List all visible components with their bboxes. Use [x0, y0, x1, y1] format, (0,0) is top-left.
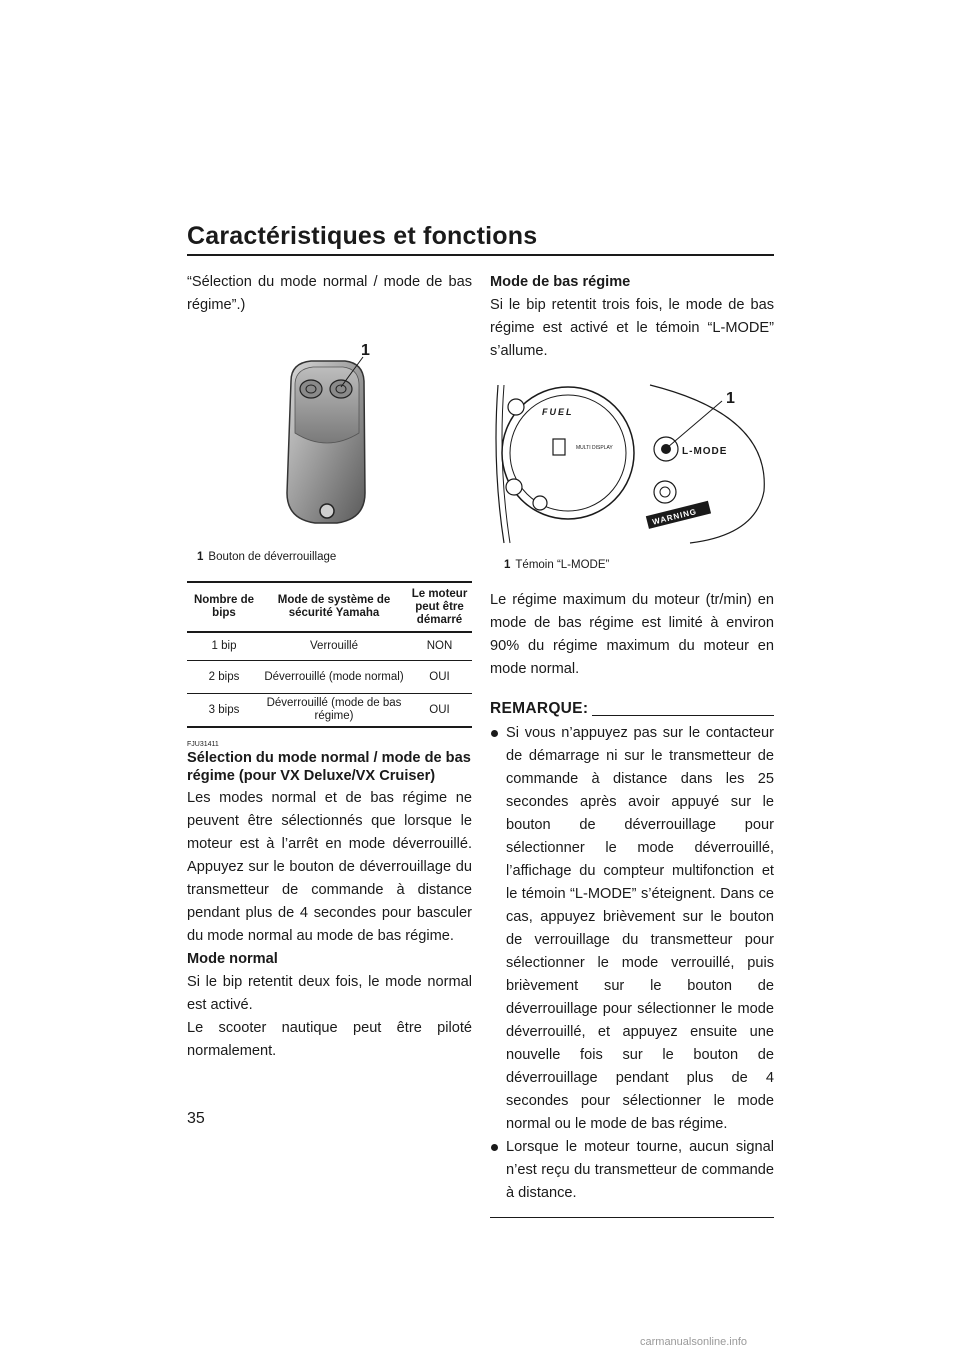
watermark: carmanualsonline.info	[640, 1336, 748, 1348]
table-row	[187, 632, 472, 661]
body-paragraph: Le scooter nautique peut être piloté normalement.	[187, 1020, 472, 1059]
section-code: FJU31411	[187, 741, 219, 748]
remark-header	[490, 697, 774, 720]
table-cell: OUI	[407, 694, 472, 728]
title-rule	[187, 254, 774, 256]
remark-end-rule	[490, 1217, 774, 1218]
table-cell: NON	[407, 632, 472, 661]
meter-panel-illustration	[490, 375, 774, 555]
remote-transmitter-figure	[187, 343, 472, 581]
caption-number: 1	[197, 551, 204, 563]
intro-text: “Sélection du mode normal / mode de bas régime”.)	[187, 274, 472, 313]
figure-caption	[197, 550, 336, 564]
page-number: 35	[187, 1110, 205, 1127]
list-item: Lorsque le moteur tourne, aucun signal n’est reçu du transmetteur de commande à distance.	[490, 1136, 774, 1205]
caption-text: Bouton de déverrouillage	[208, 551, 337, 563]
figure-callout-1: 1	[726, 390, 735, 407]
table-cell: Déverrouillé (mode de bas régime)	[261, 694, 407, 728]
table-cell: Déverrouillé (mode normal)	[261, 661, 407, 694]
left-column	[187, 271, 472, 1063]
body-paragraph: Si le bip retentit trois fois, le mode de bas régime est activé et le témoin “L-MODE” s’allume.	[490, 297, 774, 359]
lmode-label: L-MODE	[682, 446, 728, 457]
beep-mode-table	[187, 581, 472, 728]
caption-text: Témoin “L-MODE”	[515, 559, 610, 571]
multi-display-label: MULTI DISPLAY	[576, 445, 613, 451]
table-header-cell: Mode de système de sécurité Yamaha	[261, 582, 407, 632]
warning-label: WARNING	[651, 506, 698, 527]
table-row	[187, 694, 472, 728]
table-cell: 2 bips	[187, 661, 261, 694]
remark-list	[490, 722, 774, 1205]
lmode-indicator-figure	[490, 375, 774, 575]
page-title: Caractéristiques et fonctions	[187, 222, 538, 250]
body-paragraph: Si le bip retentit deux fois, le mode normal est activé.	[187, 974, 472, 1013]
caption-number: 1	[504, 559, 511, 571]
section-heading: Sélection du mode normal / mode de bas régime (pour VX Deluxe/VX Cruiser)	[187, 750, 471, 784]
table-row	[187, 661, 472, 694]
table-header-row	[187, 582, 472, 632]
body-paragraph: Les modes normal et de bas régime ne peuvent être sélectionnés que lorsque le moteur est à l’arrêt en mode déverrouillé. Appuyez sur le bouton de déverrouillage du transmetteur de commande à distance pendant plus de 4 secondes pour basculer du mode normal au mode de bas régime.	[187, 790, 472, 944]
figure-caption	[504, 558, 609, 572]
list-item: Si vous n’appuyez pas sur le contacteur de démarrage ni sur le transmetteur de commande à distance dans les 25 secondes après avoir appuyé sur le bouton de déverrouillage pour sélectionner le mode déverrouillé, l’affichage du compteur multifonction et le témoin “L-MODE” s’éteignent. Dans ce cas, appuyez brièvement sur le bouton de verrouillage du transmetteur pour sélectionner le mode verrouillé, puis brièvement sur le bouton de déverrouillage pour sélectionner le mode déverrouillé, et appuyez ensuite une nouvelle fois sur le bouton de déverrouillage pendant plus de 4 secondes pour sélectionner le mode normal ou le mode de bas régime.	[490, 722, 774, 1136]
table-cell: Verrouillé	[261, 632, 407, 661]
right-column	[490, 271, 774, 1218]
subheading-normal-mode: Mode normal	[187, 951, 278, 967]
body-paragraph: Le régime maximum du moteur (tr/min) en mode de bas régime est limité à environ 90% du régime maximum du moteur en mode normal.	[490, 592, 774, 677]
fuel-label: FUEL	[542, 407, 574, 417]
remote-transmitter-illustration	[187, 343, 472, 555]
table-header-cell: Le moteur peut être démarré	[407, 582, 472, 632]
table-cell: OUI	[407, 661, 472, 694]
table-cell: 3 bips	[187, 694, 261, 728]
remark-label: REMARQUE:	[490, 700, 589, 717]
table-cell: 1 bip	[187, 632, 261, 661]
subheading-low-rpm-mode: Mode de bas régime	[490, 274, 631, 290]
remark-rule	[592, 715, 774, 716]
figure-callout-1: 1	[361, 343, 370, 359]
table-header-cell: Nombre de bips	[187, 582, 261, 632]
